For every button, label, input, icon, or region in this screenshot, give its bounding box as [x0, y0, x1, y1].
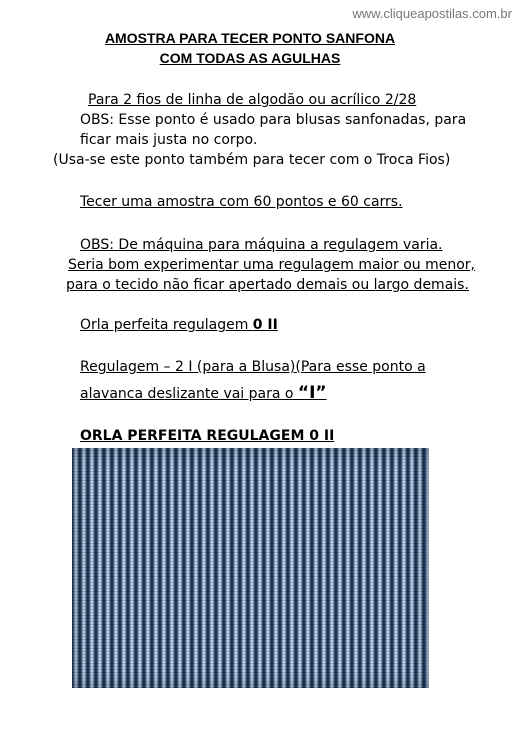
- yarn-spec-text: Para 2 fios de linha de algodão ou acrílico 2/28: [88, 92, 417, 108]
- obs-machine-line-2: Seria bom experimentar uma regulagem maior ou menor,: [68, 257, 475, 273]
- edge-setting-label: Orla perfeita regulagem: [80, 317, 253, 333]
- obs-usage-line-1: OBS: Esse ponto é usado para blusas sanfonadas, para: [80, 112, 467, 128]
- edge-setting-line: [80, 316, 278, 334]
- tension-setting-line-2: [80, 384, 327, 403]
- edge-setting-heading: ORLA PERFEITA REGULAGEM 0 II: [80, 428, 335, 444]
- sample-instruction: Tecer uma amostra com 60 pontos e 60 carrs.: [80, 194, 403, 210]
- obs-machine-line-1: OBS: De máquina para máquina a regulagem varia.: [80, 237, 443, 253]
- obs-machine-line-3: para o tecido não ficar apertado demais ou largo demais.: [66, 277, 469, 293]
- slider-lever-value: “I”: [297, 383, 327, 403]
- page-title-line-1: AMOSTRA PARA TECER PONTO SANFONA: [104, 30, 396, 46]
- page-title-line-2: COM TODAS AS AGULHAS: [159, 50, 341, 66]
- edge-setting-value: 0 II: [252, 317, 278, 333]
- tension-setting-line-1: Regulagem – 2 I (para a Blusa)(Para esse ponto a: [80, 359, 426, 375]
- obs-usage-line-2: ficar mais justa no corpo.: [80, 132, 258, 148]
- obs-usage-line-3: (Usa-se este ponto também para tecer com o Troca Fios): [53, 152, 451, 168]
- knitted-sample-photo: [72, 448, 429, 688]
- slider-lever-text: alavanca deslizante vai para o: [80, 386, 298, 402]
- website-watermark: www.cliqueapostilas.com.br: [352, 6, 512, 21]
